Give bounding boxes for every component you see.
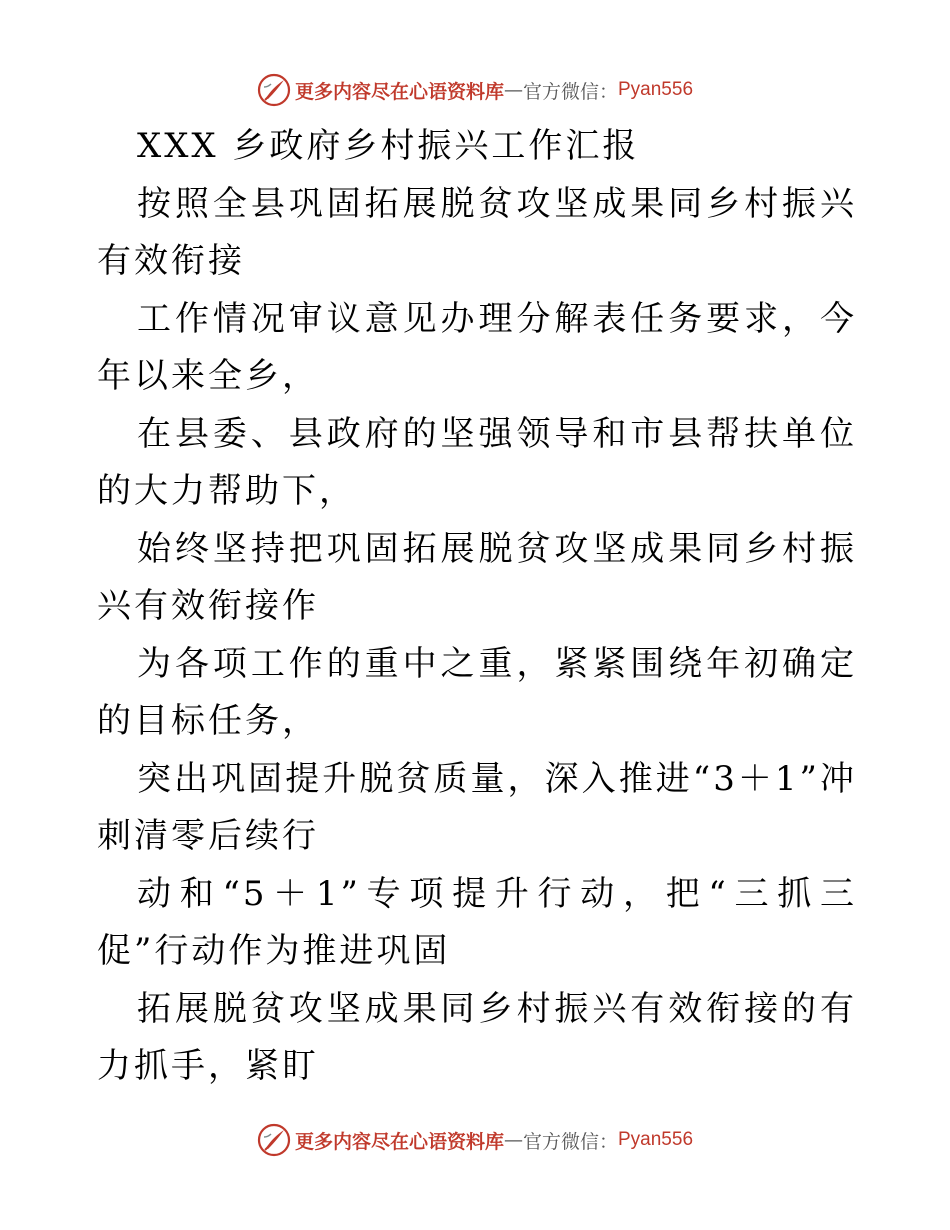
header-banner — [0, 70, 950, 110]
paragraph-4: 始终坚持把巩固拓展脱贫攻坚成果同乡村振兴有效衔接作 — [97, 528, 857, 626]
banner-dash: — — [503, 79, 523, 101]
paragraph-2: 工作情况审议意见办理分解表任务要求，今年以来全乡， — [97, 298, 857, 396]
banner-dash: — — [503, 1129, 523, 1151]
document-title: XXX 乡政府乡村振兴工作汇报 — [137, 126, 640, 166]
paragraph-1: 按照全县巩固拓展脱贫攻坚成果同乡村振兴有效衔接 — [97, 183, 857, 281]
quill-logo-icon — [257, 73, 291, 107]
wechat-label: 官方微信： — [522, 1130, 618, 1153]
wechat-label: 官方微信： — [522, 80, 618, 103]
footer-banner — [0, 1120, 950, 1160]
quill-logo-icon — [257, 1123, 291, 1157]
paragraph-3: 在县委、县政府的坚强领导和市县帮扶单位的大力帮助下， — [97, 413, 857, 511]
wechat-id: Pyan556 — [618, 79, 694, 100]
promo-text: 更多内容尽在心语资料库 — [294, 1130, 504, 1153]
paragraph-8: 拓展脱贫攻坚成果同乡村振兴有效衔接的有力抓手，紧盯 — [97, 988, 857, 1086]
paragraph-5: 为各项工作的重中之重，紧紧围绕年初确定的目标任务， — [97, 643, 857, 741]
document-body — [97, 118, 857, 1096]
paragraph-6: 突出巩固提升脱贫质量，深入推进“3＋1”冲刺清零后续行 — [97, 758, 857, 856]
wechat-id: Pyan556 — [618, 1129, 694, 1150]
paragraph-7: 动和“5＋1”专项提升行动，把“三抓三促”行动作为推进巩固 — [97, 873, 857, 971]
promo-text: 更多内容尽在心语资料库 — [294, 80, 504, 103]
